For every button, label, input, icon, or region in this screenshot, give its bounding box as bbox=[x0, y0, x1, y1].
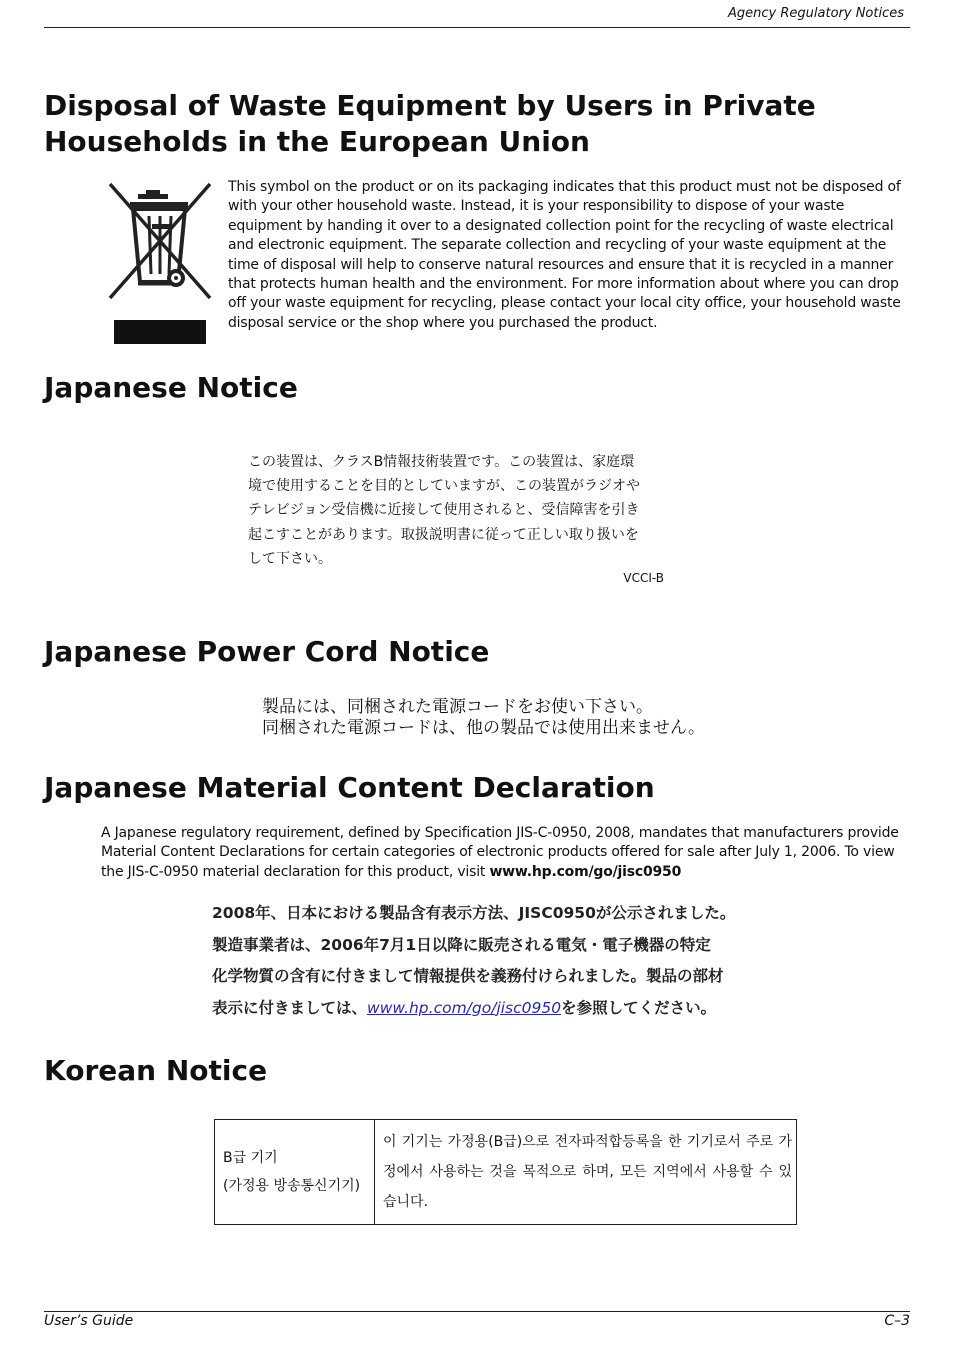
material-url[interactable]: www.hp.com/go/jisc0950 bbox=[489, 863, 682, 880]
weee-paragraph: This symbol on the product or on its packaging indicates that this product must not be disposed of with your other household waste. Instead, it is your responsibility to dispose of your waste equipment by handing it over to a designated collection point for the recycling of waste electrical and electronic equipment. The separate collection and recycling of your waste equipment at the time of disposal will help to conserve natural resources and ensure that it is recycled in a manner that protects human health and the environment. For more information about where you can drop off your waste equipment for recycling, please contact your local city office, your household waste disposal service or the shop where you purchased the product. bbox=[228, 179, 901, 331]
material-paragraph bbox=[101, 824, 907, 882]
power-cord-line: 製品には、同梱された電源コードをお使い下さい。 bbox=[262, 697, 653, 717]
japanese-notice-line: 境で使用することを目的としていますが、この装置がラジオや bbox=[248, 478, 640, 495]
japanese-notice-title: Japanese Notice bbox=[44, 371, 298, 404]
material-image-line: 製造事業者は、2006年7月1日以降に販売される電気・電子機器の特定 bbox=[212, 935, 711, 954]
korean-notice-title: Korean Notice bbox=[44, 1054, 268, 1087]
korean-description-cell: 이 기기는 가정용(B급)으로 전자파적합등록을 한 기기로서 주로 가정에서 사용하는 것을 목적으로 하며, 모든 지역에서 사용할 수 있습니다. bbox=[375, 1120, 797, 1225]
korean-class-cell bbox=[215, 1120, 375, 1225]
header-rule bbox=[44, 27, 910, 28]
japanese-power-cord-title: Japanese Power Cord Notice bbox=[44, 635, 490, 668]
japanese-material-image bbox=[212, 898, 808, 1024]
japanese-power-cord-text bbox=[262, 697, 822, 739]
korean-notice-table bbox=[214, 1119, 797, 1225]
japanese-notice-line: この装置は、クラスB情報技術装置です。この装置は、家庭環 bbox=[248, 454, 635, 470]
japanese-notice-line: 起こすことがあります。取扱説明書に従って正しい取り扱いを bbox=[248, 526, 639, 543]
material-image-suffix: を参照してください。 bbox=[561, 998, 717, 1017]
korean-class-sub: (가정용 방송통신기기) bbox=[223, 1178, 361, 1194]
running-header: Agency Regulatory Notices bbox=[728, 6, 904, 21]
material-image-link[interactable]: www.hp.com/go/jisc0950 bbox=[367, 998, 562, 1017]
japanese-notice-line: して下さい。 bbox=[248, 550, 332, 567]
korean-class-label: B급 기기 bbox=[223, 1150, 278, 1166]
footer-page-number: C–3 bbox=[884, 1313, 910, 1329]
material-image-line bbox=[212, 993, 808, 1025]
material-image-prefix: 表示に付きましては、 bbox=[212, 998, 368, 1017]
footer-guide-title: User’s Guide bbox=[44, 1313, 134, 1329]
vcci-mark: VCCI-B bbox=[623, 571, 664, 585]
crossed-out-wheelie-bin-icon bbox=[104, 178, 224, 348]
japanese-notice-line: テレビジョン受信機に近接して使用されると、受信障害を引き bbox=[248, 502, 640, 519]
footer-rule bbox=[44, 1311, 910, 1312]
japanese-material-title: Japanese Material Content Declaration bbox=[44, 771, 655, 804]
power-cord-line: 同梱された電源コードは、他の製品では使用出来ません。 bbox=[262, 718, 706, 738]
weee-title: Disposal of Waste Equipment by Users in Private Households in the European Union bbox=[44, 89, 816, 158]
material-image-line: 2008年、日本における製品含有表示方法、JISC0950が公示されました。 bbox=[212, 904, 736, 922]
material-paragraph-text: A Japanese regulatory requirement, defined by Specification JIS-C-0950, 2008, mandates that manufacturers provide Material Content Declarations for certain categories of electronic products offered for sale after July 1, 2006. To view the JIS-C-0950 material declaration for this product, visit bbox=[101, 825, 899, 880]
japanese-notice-text bbox=[248, 450, 668, 571]
material-image-line: 化学物質の含有に付きまして情報提供を義務付けられました。製品の部材 bbox=[212, 967, 724, 985]
